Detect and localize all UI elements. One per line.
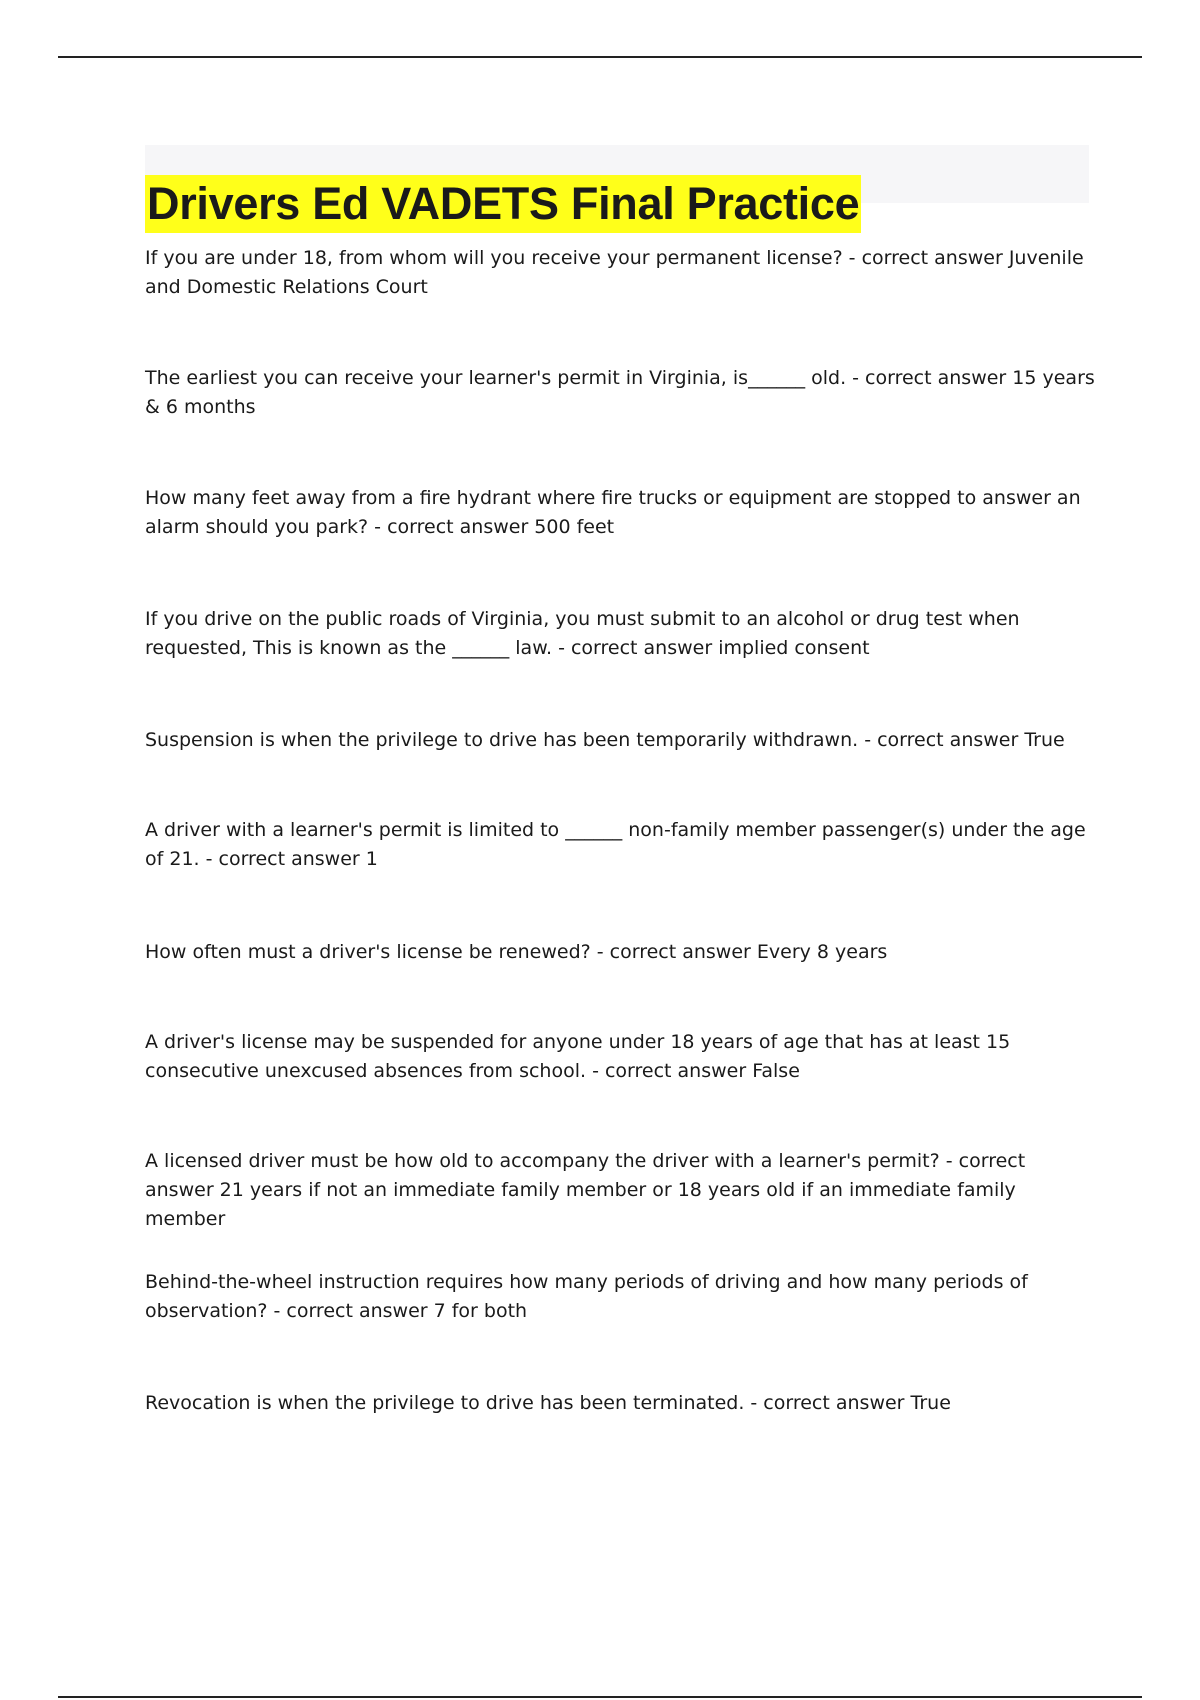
question-answer-4: If you drive on the public roads of Virginia, you must submit to an alcohol or drug test when requested, This is known as the ______ law. - correct answer implied consent — [145, 608, 1020, 659]
question-answer-10: Behind-the-wheel instruction requires how many periods of driving and how many periods of observation? - correct answer 7 for both — [145, 1271, 1028, 1322]
question-answer-2: The earliest you can receive your learner's permit in Virginia, is______ old. - correct answer 15 years & 6 months — [145, 367, 1095, 418]
top-divider — [58, 56, 1142, 58]
question-answer-7: How often must a driver's license be renewed? - correct answer Every 8 years — [145, 941, 888, 963]
question-answer-9: A licensed driver must be how old to accompany the driver with a learner's permit? - correct answer 21 years if not an immediate family member or 18 years old if an immediate family member — [145, 1150, 1026, 1230]
question-answer-3: How many feet away from a fire hydrant where fire trucks or equipment are stopped to answer an alarm should you park? - correct answer 500 feet — [145, 487, 1081, 538]
question-answer-8: A driver's license may be suspended for anyone under 18 years of age that has at least 15 consecutive unexcused absences from school. - correct answer False — [145, 1031, 1011, 1082]
question-answer-1: If you are under 18, from whom will you receive your permanent license? - correct answer Juvenile and Domestic Relations Court — [145, 247, 1084, 298]
bottom-divider — [58, 1696, 1142, 1698]
question-answer-11: Revocation is when the privilege to drive has been terminated. - correct answer True — [145, 1392, 951, 1414]
question-answer-5: Suspension is when the privilege to drive has been temporarily withdrawn. - correct answer True — [145, 729, 1065, 751]
question-answer-6: A driver with a learner's permit is limited to ______ non-family member passenger(s) under the age of 21. - correct answer 1 — [145, 819, 1086, 870]
page-title: Drivers Ed VADETS Final Practice — [145, 175, 861, 233]
